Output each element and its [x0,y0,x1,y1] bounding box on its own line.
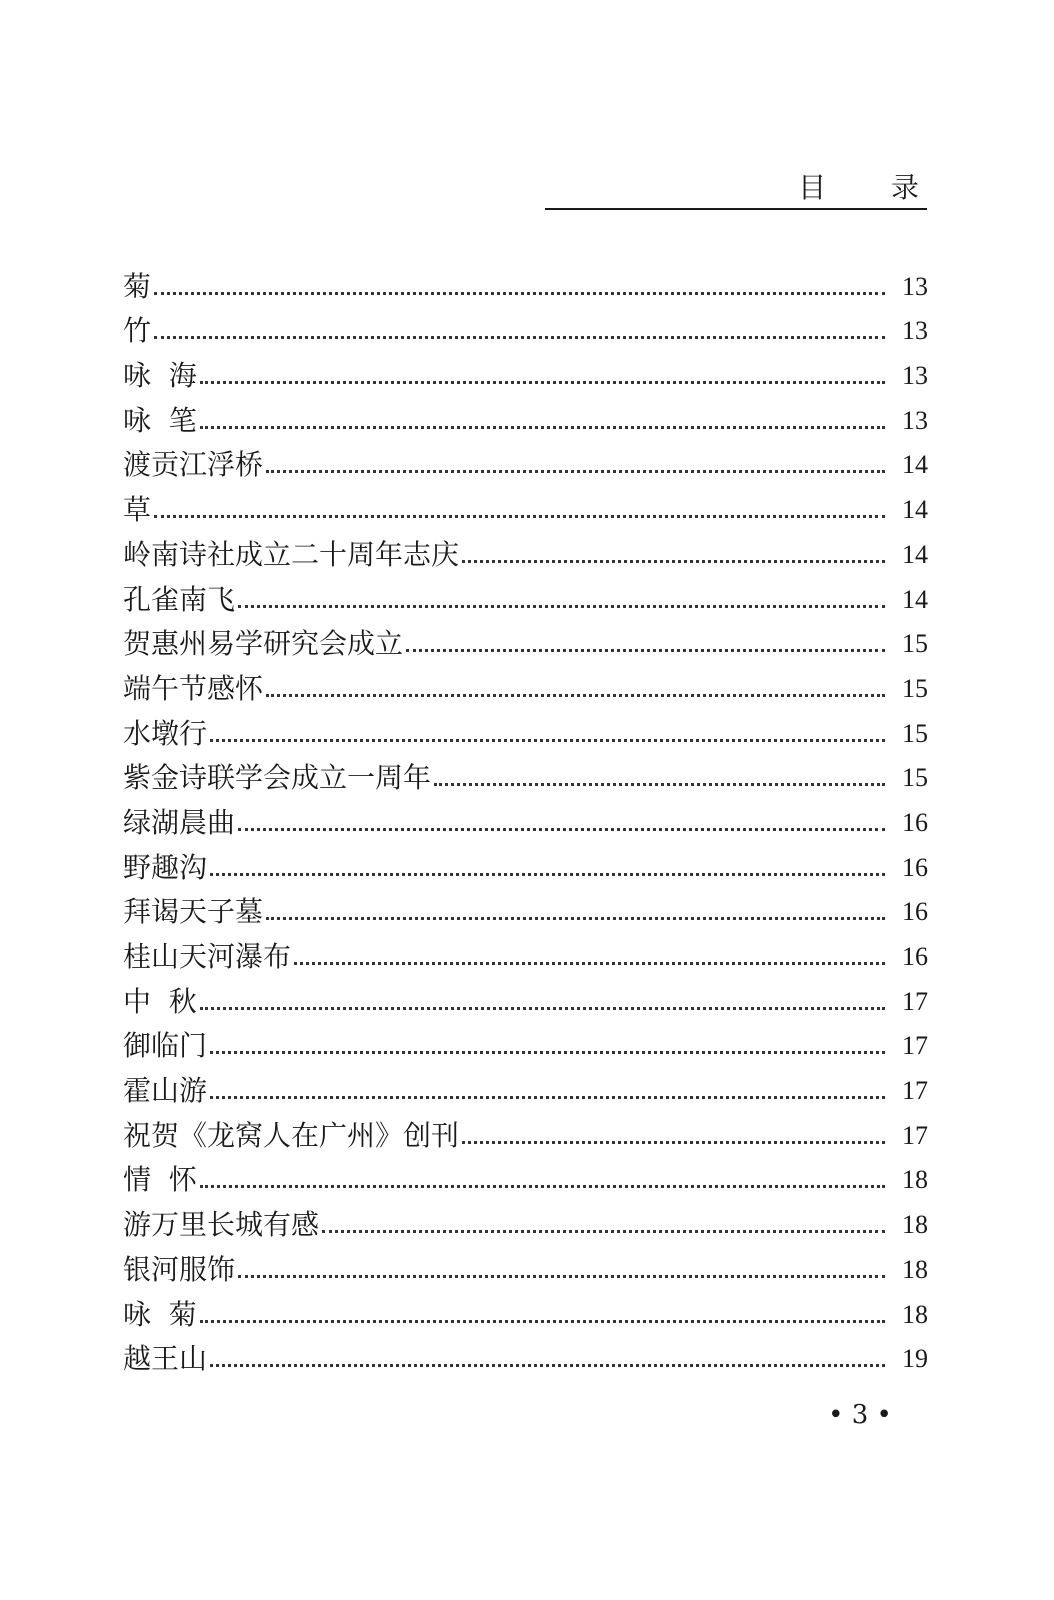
toc-entry [123,1156,928,1201]
dot-leader [266,470,885,473]
toc-entry-title: 桂山天河瀑布 [123,940,292,973]
dot-leader [462,1141,885,1144]
dot-leader [434,783,885,786]
toc-entry-page: 15 [902,718,928,748]
toc-entry-page: 14 [902,495,928,525]
toc-entry [123,485,928,530]
page-header [545,160,947,210]
toc-entry [123,620,928,665]
toc-entry-title: 银河服饰 [123,1252,236,1286]
toc-entry-title: 紫金诗联学会成立一周年 [123,761,432,795]
toc-entry-page: 17 [902,1120,928,1150]
toc-entry [123,977,928,1022]
toc-entry-title: 越王山 [123,1342,208,1376]
toc-entry [123,664,928,709]
toc-entry-page: 16 [902,807,928,837]
toc-entry [123,709,928,754]
toc-entry-page: 17 [902,986,928,1016]
toc-entry-title: 中 秋 [123,984,197,1018]
toc-entry [123,1245,928,1290]
toc-entry-page: 14 [902,539,928,569]
dot-leader [462,560,885,563]
toc-entry [123,1335,928,1380]
toc-entry-title: 咏 笔 [123,403,197,437]
toc-entry-page: 16 [902,897,928,927]
toc-entry-page: 13 [902,271,928,301]
toc-entry-page: 16 [902,852,928,882]
toc-entry-page: 13 [902,361,928,391]
toc-heading: 目 录 [798,171,947,204]
toc-entry-page: 13 [902,316,928,346]
dot-leader [154,336,885,339]
toc-entry-page: 14 [902,584,928,614]
toc-entry [123,843,928,888]
dot-leader [238,605,885,608]
dot-leader [238,1275,885,1278]
toc-entry-page: 19 [902,1344,928,1374]
toc-entry-title: 霍山游 [123,1074,208,1108]
dot-leader [200,381,885,384]
toc-entry-page: 17 [902,1031,928,1061]
toc-entry-page: 17 [902,1076,928,1106]
toc-entry-title: 情 怀 [123,1163,197,1197]
toc-entry-title: 草 [123,493,152,527]
dot-leader [200,1007,885,1010]
dot-leader [200,426,885,429]
toc-entry-title: 绿湖晨曲 [123,805,236,839]
page-number: • 3 • [828,1400,892,1430]
dot-leader [154,515,885,518]
toc-entry [123,1200,928,1245]
toc-entry-page: 15 [902,629,928,659]
toc-entry [123,1290,928,1335]
toc-entry-title: 菊 [123,269,152,303]
dot-leader [322,1230,885,1233]
toc-entry [123,575,928,620]
toc-entry [123,1111,928,1156]
toc-entry-title: 拜谒天子墓 [123,895,264,929]
toc-entry-title: 岭南诗社成立二十周年志庆 [123,537,460,571]
toc-entry-page: 15 [902,763,928,793]
table-of-contents [123,262,928,1379]
toc-entry-page: 14 [902,450,928,480]
dot-leader [210,1096,885,1099]
toc-entry-title: 端午节感怀 [123,671,264,705]
toc-entry [123,530,928,575]
toc-entry-page: 18 [902,1254,928,1284]
dot-leader [210,1364,885,1367]
header-rule [545,208,927,210]
toc-entry-title: 咏 海 [123,359,197,393]
toc-entry [123,1066,928,1111]
toc-entry-page: 13 [902,405,928,435]
toc-entry-page: 18 [902,1210,928,1240]
dot-leader [294,962,885,965]
toc-entry-title: 水墩行 [123,716,208,750]
dot-leader [210,873,885,876]
toc-entry [123,888,928,933]
dot-leader [406,649,885,652]
dot-leader [266,917,885,920]
dot-leader [154,292,885,295]
toc-entry [123,441,928,486]
dot-leader [266,694,885,697]
toc-entry-title: 野趣沟 [123,850,208,884]
toc-entry-title: 孔雀南飞 [123,582,236,616]
toc-entry-page: 15 [902,673,928,703]
dot-leader [210,1051,885,1054]
toc-entry-title: 游万里长城有感 [123,1208,320,1242]
toc-entry [123,754,928,799]
toc-entry [123,932,928,977]
toc-entry-title: 渡贡江浮桥 [123,448,264,482]
dot-leader [200,1320,885,1323]
toc-entry [123,1022,928,1067]
toc-entry [123,307,928,352]
toc-entry [123,396,928,441]
toc-entry [123,262,928,307]
toc-entry-page: 18 [902,1165,928,1195]
dot-leader [210,739,885,742]
toc-entry-title: 祝贺《龙窝人在广州》创刊 [123,1118,460,1152]
toc-entry [123,798,928,843]
toc-entry [123,351,928,396]
toc-entry-title: 贺惠州易学研究会成立 [123,627,404,661]
toc-entry-page: 18 [902,1299,928,1329]
toc-entry-title: 御临门 [123,1029,208,1063]
toc-entry-title: 咏 菊 [123,1297,197,1331]
dot-leader [238,828,885,831]
toc-entry-title: 竹 [123,314,152,348]
dot-leader [200,1185,885,1188]
toc-entry-page: 16 [902,942,928,971]
